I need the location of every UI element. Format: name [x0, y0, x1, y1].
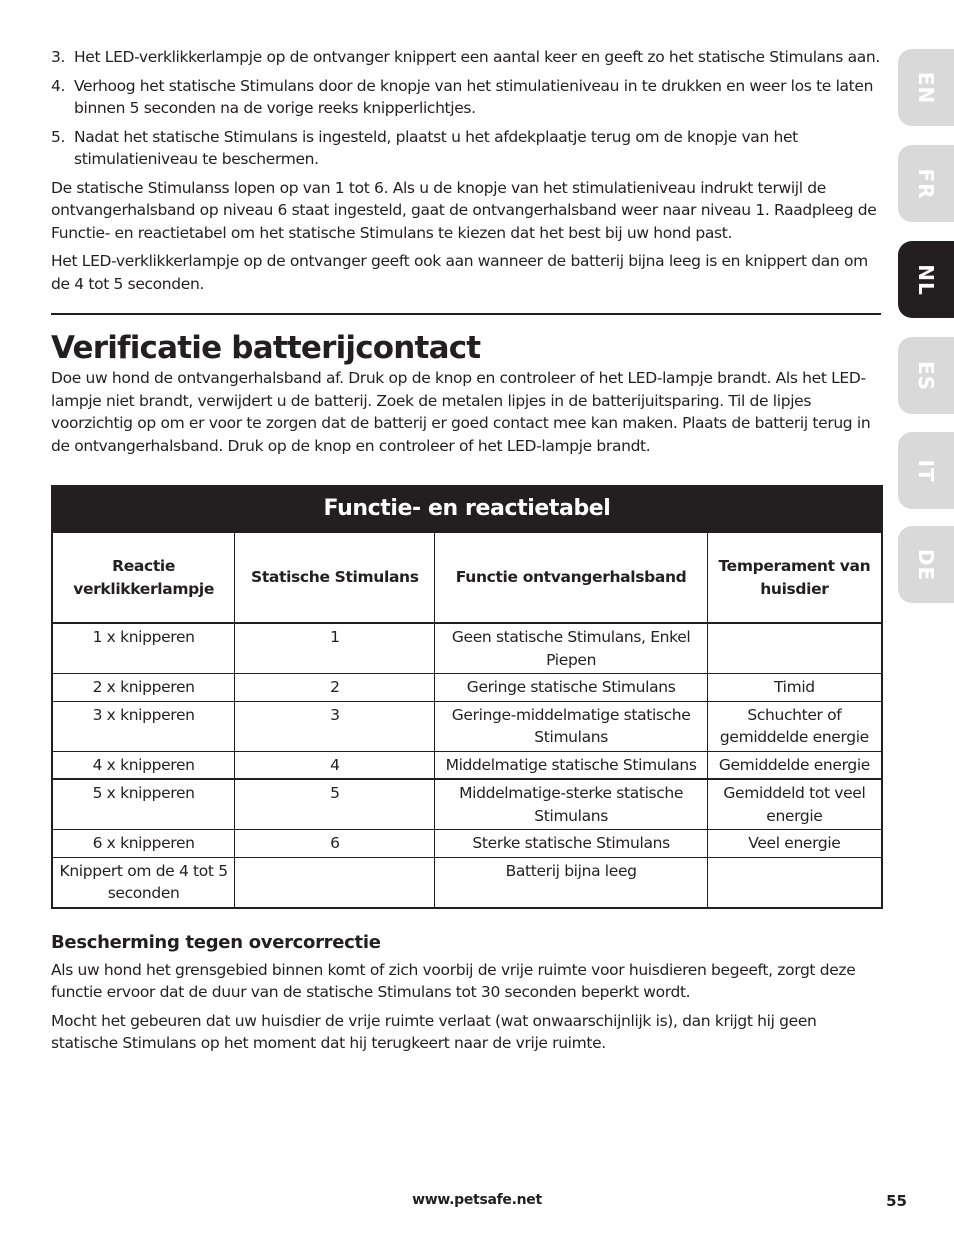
table-cell: 5 x knipperen: [53, 779, 235, 830]
table-cell: 3: [235, 701, 435, 751]
table-cell: 1 x knipperen: [53, 623, 235, 674]
column-header: Reactie verklikkerlampje: [53, 533, 235, 624]
table-cell: 3 x knipperen: [53, 701, 235, 751]
table-title: Functie- en reactietabel: [52, 486, 882, 532]
list-item: [51, 75, 881, 120]
table-cell: Geringe statische Stimulans: [435, 674, 707, 702]
section-heading: Verificatie batterijcontact: [51, 330, 481, 366]
table-cell: Middelmatige statische Stimulans: [435, 751, 707, 779]
table-cell: Gemiddelde energie: [707, 751, 881, 779]
table: [52, 532, 882, 908]
table-cell: 4 x knipperen: [53, 751, 235, 779]
table-cell: [707, 857, 881, 907]
tab-language-de[interactable]: [898, 526, 954, 603]
table-cell: 6 x knipperen: [53, 830, 235, 858]
page-number: 55: [886, 1192, 907, 1210]
table-cell: [235, 857, 435, 907]
step-text: Het LED-verklikkerlampje op de ontvanger knippert een aantal keer en geeft zo het statische Stimulans aan.: [74, 48, 880, 66]
column-header: Functie ontvangerhalsband: [435, 533, 707, 624]
table-header-row: [53, 533, 882, 624]
table-cell: 2: [235, 674, 435, 702]
tab-label: DE: [914, 548, 938, 581]
footer-url: www.petsafe.net: [412, 1192, 542, 1208]
table-row: [53, 674, 882, 702]
table-cell: Schuchter of gemiddelde energie: [707, 701, 881, 751]
page-content: [51, 46, 881, 1061]
step-number: 4.: [51, 76, 66, 95]
tab-language-es[interactable]: [898, 337, 954, 414]
table-cell: Sterke statische Stimulans: [435, 830, 707, 858]
table-cell: 1: [235, 623, 435, 674]
table-row: [53, 751, 882, 779]
step-number: 3.: [51, 48, 66, 66]
table-cell: 5: [235, 779, 435, 830]
step-list: [51, 46, 881, 171]
table-cell: 2 x knipperen: [53, 674, 235, 702]
table-cell: [707, 623, 881, 674]
table-row: [53, 701, 882, 751]
tab-language-nl[interactable]: [898, 241, 954, 318]
tab-language-en[interactable]: [898, 49, 954, 126]
list-item: [51, 46, 881, 69]
table-cell: Middelmatige-sterke statische Stimulans: [435, 779, 707, 830]
paragraph: De statische Stimulanss lopen op van 1 tot 6. Als u de knopje van het stimulatieniveau indrukt terwijl de ontvangerhalsband op niveau 6 staat ingesteld, gaat de ontvangerhalsband weer naar niveau 1. Raadpleeg de Functie- en reactietabel om het statische Stimulans te kiezen dat het best bij uw hond past.: [51, 178, 877, 242]
list-item: [51, 126, 881, 171]
table-cell: 6: [235, 830, 435, 858]
table-cell: Timid: [707, 674, 881, 702]
divider: [51, 313, 881, 315]
table-cell: 4: [235, 751, 435, 779]
tab-language-fr[interactable]: [898, 145, 954, 222]
table-row: [53, 857, 882, 907]
step-text: Verhoog het statische Stimulans door de knopje van het stimulatieniveau in te drukken en weer los te laten binnen 5 seconden na de vorige reeks knipperlichtjes.: [74, 76, 874, 117]
table-cell: Knippert om de 4 tot 5 seconden: [53, 857, 235, 907]
function-table: [51, 485, 883, 909]
tab-label: NL: [914, 263, 938, 296]
tab-label: EN: [914, 71, 938, 104]
tab-label: IT: [914, 458, 938, 483]
table-row: [53, 623, 882, 674]
table-row: [53, 830, 882, 858]
paragraph: Het LED-verklikkerlampje op de ontvanger geeft ook aan wanneer de batterij bijna leeg is en knippert dan om de 4 tot 5 seconden.: [51, 252, 868, 293]
table-cell: Gemiddeld tot veel energie: [707, 779, 881, 830]
paragraph: Doe uw hond de ontvangerhalsband af. Druk op de knop en controleer of het LED-lampje brandt. Als het LED-lampje niet brandt, verwijdert u de batterij. Zoek de metalen lipjes in de batterijuitsparing. Til de lipjes voorzichtig op om er voor te zorgen dat de batterij er goed contact mee kan maken. Plaats de batterij terug in de ontvangerhalsband. Druk op de knop en controleer of het LED-lampje brandt.: [51, 369, 871, 455]
table-cell: Batterij bijna leeg: [435, 857, 707, 907]
subsection-heading: Bescherming tegen overcorrectie: [51, 931, 381, 953]
column-header: Statische Stimulans: [235, 533, 435, 624]
column-header: Temperament van huisdier: [707, 533, 881, 624]
paragraph: Als uw hond het grensgebied binnen komt of zich voorbij de vrije ruimte voor huisdieren begeeft, zorgt deze functie ervoor dat de duur van de statische Stimulans tot 30 seconden beperkt wordt.: [51, 960, 856, 1001]
step-number: 5.: [51, 127, 66, 146]
paragraph: Mocht het gebeuren dat uw huisdier de vrije ruimte verlaat (wat onwaarschijnlijk is), dan krijgt hij geen statische Stimulans op het moment dat hij terugkeert naar de vrije ruimte.: [51, 1011, 817, 1052]
step-text: Nadat het statische Stimulans is ingesteld, plaatst u het afdekplaatje terug om de knopje van het stimulatieniveau te beschermen.: [74, 127, 798, 168]
tab-language-it[interactable]: [898, 432, 954, 509]
table-cell: Veel energie: [707, 830, 881, 858]
table-row: [53, 779, 882, 830]
tab-label: FR: [914, 167, 938, 200]
table-cell: Geen statische Stimulans, Enkel Piepen: [435, 623, 707, 674]
tab-label: ES: [914, 360, 938, 391]
table-cell: Geringe-middelmatige statische Stimulans: [435, 701, 707, 751]
